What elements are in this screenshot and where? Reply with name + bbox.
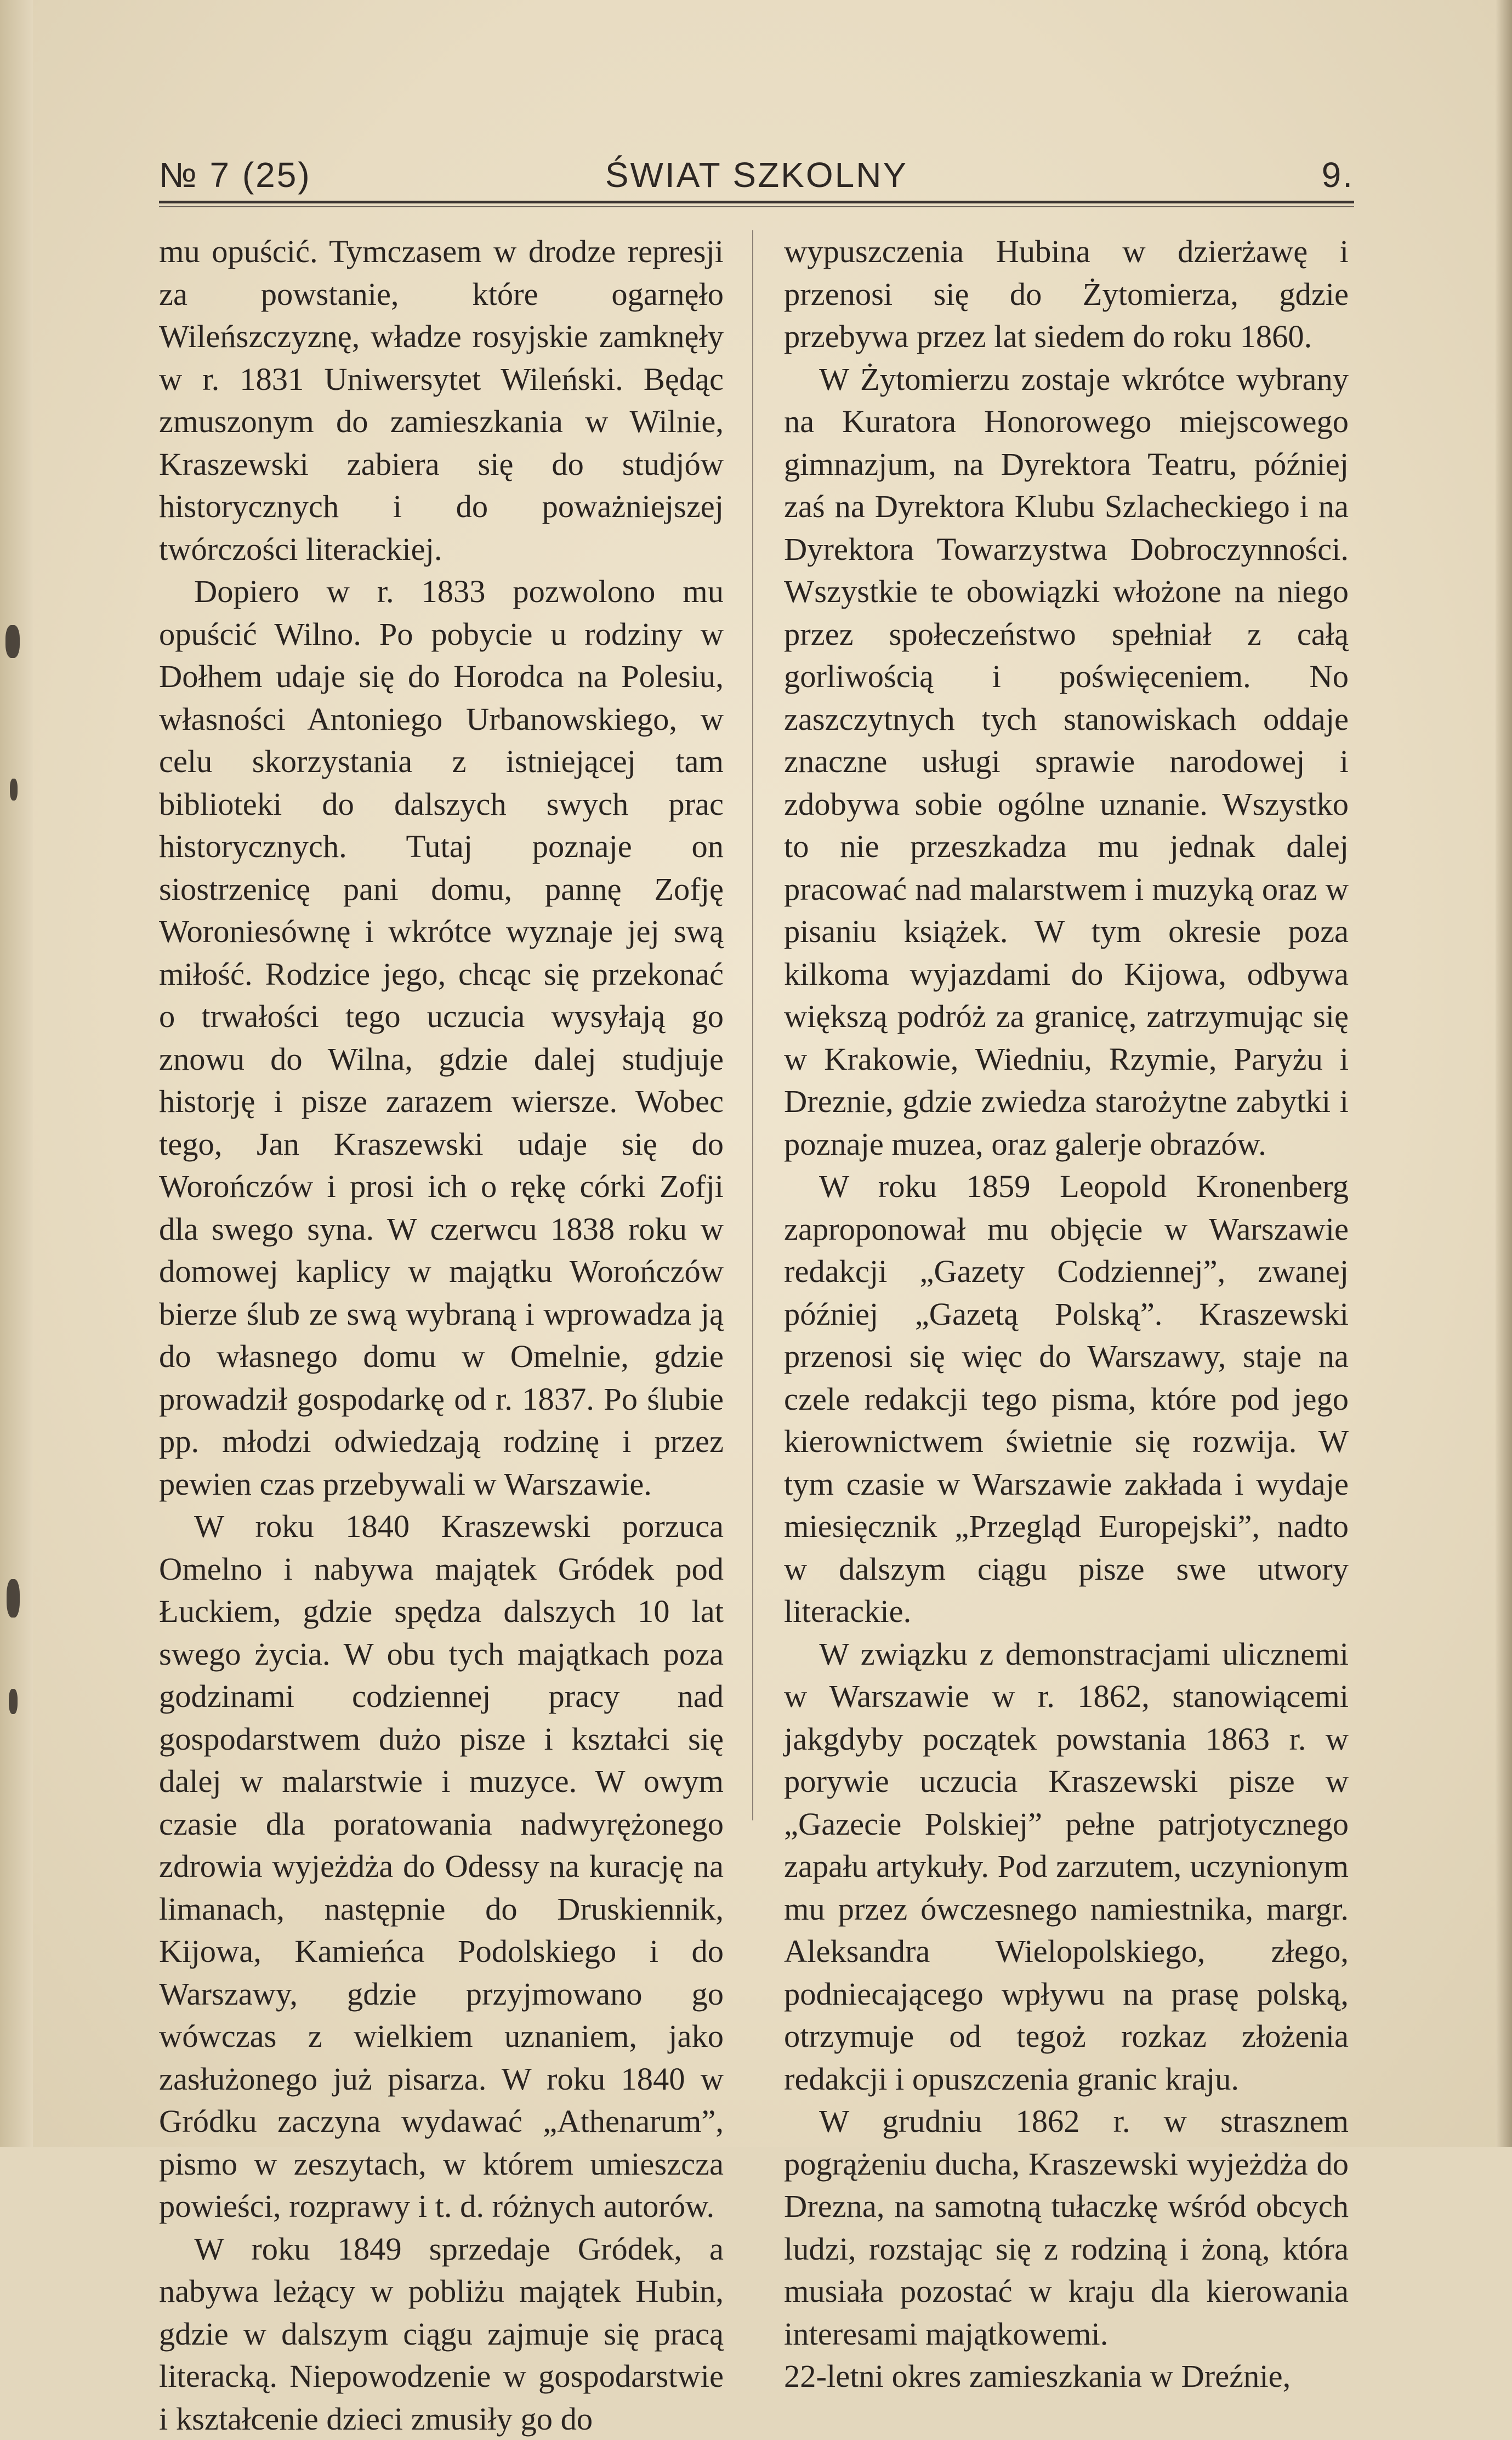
page-edge-right <box>1496 0 1512 2147</box>
running-head <box>159 137 1354 203</box>
page-edge-left <box>0 0 33 2147</box>
paragraph: W roku 1849 sprzedaje Gródek, a nabywa leżący w pobliżu majątek Hubin, gdzie w dalszym ciągu zajmuje się pracą literacką. Niepowodzenie w gospodarstwie i kształcenie dzieci zmusiły go do <box>159 2228 724 2440</box>
paragraph: W Żytomierzu zostaje wkrótce wybrany na Kuratora Honorowego miejscowego gimnazjum, na Dyrektora Teatru, później zaś na Dyrektora Klubu Szlacheckiego i na Dyrektora Towarzystwa Dobroczynności. Wszystkie te obowiązki włożone na niego przez społeczeństwo spełniał z całą gorliwością i poświęceniem. No zaszczytnych tych stanowiskach oddaje znaczne usługi sprawie narodowej i zdobywa sobie ogólne uznanie. Wszystko to nie przeszkadza mu jednak dalej pracować nad malarstwem i muzyką oraz w pisaniu książek. W tym okresie poza kilkoma wyjazdami do Kijowa, odbywa większą podróż za granicę, zatrzymując się w Krakowie, Wiedniu, Rzymie, Paryżu i Dreznie, gdzie zwiedza starożytne zabytki i poznaje muzea, oraz galerje obrazów. <box>784 358 1349 1166</box>
paragraph: W roku 1840 Kraszewski porzuca Omelno i nabywa majątek Gródek pod Łuckiem, gdzie spędza dalszych 10 lat swego życia. W obu tych majątkach poza godzinami codziennej pracy nad gospodarstwem dużo pisze i kształci się dalej w malarstwie i muzyce. W owym czasie dla poratowania nadwyrężonego zdrowia wyjeżdża do Odessy na kurację na limanach, następnie do Druskiennik, Kijowa, Kamieńca Podolskiego i do Warszawy, gdzie przyjmowano go wówczas z wielkiem uznaniem, jako zasłużonego już pisarza. W roku 1840 w Gródku zaczyna wydawać „Athenarum”, pismo w zeszytach, w którem umieszcza powieści, rozprawy i t. d. różnych autorów. <box>159 1505 724 2228</box>
left-column <box>159 230 724 2440</box>
paragraph: W związku z demonstracjami ulicznemi w Warszawie w r. 1862, stanowiącemi jakgdyby początek powstania 1863 r. w porywie uczucia Kraszewski pisze w „Gazecie Polskiej” pełne patrjotycznego zapału artykuły. Pod zarzutem, uczynionym mu przez ówczesnego namiestnika, margr. Aleksandra Wielopolskiego, złego, podniecającego wpływu na prasę polską, otrzymuje od tegoż rozkaz złożenia redakcji i opuszczenia granic kraju. <box>784 1633 1349 2101</box>
paragraph: mu opuścić. Tymczasem w drodze represji za powstanie, które ogarnęło Wileńszczyznę, władze rosyjskie zamknęły w r. 1831 Uniwersytet Wileński. Będąc zmuszonym do zamieszkania w Wilnie, Kraszewski zabiera się do studjów historycznych i do poważniejszej twórczości literackiej. <box>159 230 724 570</box>
paragraph: W grudniu 1862 r. w strasznem pogrążeniu ducha, Kraszewski wyjeżdża do Drezna, na samotną tułaczkę wśród obcych ludzi, rozstając się z rodziną i żoną, która musiała pozostać w kraju dla kierowania interesami majątkowemi. <box>784 2100 1349 2355</box>
ink-mark <box>10 779 18 801</box>
journal-title: ŚWIAT SZKOLNY <box>605 155 908 195</box>
header-rule <box>159 201 1354 203</box>
right-column <box>784 230 1349 2398</box>
paragraph: Dopiero w r. 1833 pozwolono mu opuścić Wilno. Po pobycie u rodziny w Dołhem udaje się do Horodca na Polesiu, własności Antoniego Urbanowskiego, w celu skorzystania z istniejącej tam biblioteki do dalszych swych prac historycznych. Tutaj poznaje on siostrzenicę pani domu, pannę Zofję Woroniesównę i wkrótce wyznaje jej swą miłość. Rodzice jego, chcąc się przekonać o trwałości tego uczucia wysyłają go znowu do Wilna, gdzie dalej studjuje historję i pisze zarazem wiersze. Wobec tego, Jan Kraszewski udaje się do Worończów i prosi ich o rękę córki Zofji dla swego syna. W czerwcu 1838 roku w domowej kaplicy w majątku Worończów bierze ślub ze swą wybraną i wprowadza ją do własnego domu w Omelnie, gdzie prowadził gospodarkę od r. 1837. Po ślubie pp. młodzi odwiedzają rodzinę i przez pewien czas przebywali w Warszawie. <box>159 570 724 1505</box>
page-number: 9. <box>1322 155 1354 195</box>
ink-mark <box>9 1689 18 1714</box>
column-divider <box>752 230 753 1820</box>
paragraph: wypuszczenia Hubina w dzierżawę i przenosi się do Żytomierza, gdzie przebywa przez lat siedem do roku 1860. <box>784 230 1349 358</box>
ink-mark <box>5 625 20 658</box>
ink-mark <box>7 1579 20 1618</box>
header-rule-thin <box>159 206 1354 207</box>
paragraph: 22-letni okres zamieszkania w Dreźnie, <box>784 2355 1349 2398</box>
paragraph: W roku 1859 Leopold Kronenberg zaproponował mu objęcie w Warszawie redakcji „Gazety Codziennej”, zwanej później „Gazetą Polską”. Kraszewski przenosi się więc do Warszawy, staje na czele redakcji tego pisma, które pod jego kierownictwem świetnie się rozwija. W tym czasie w Warszawie zakłada i wydaje miesięcznik „Przegląd Europejski”, nadto w dalszym ciągu pisze swe utwory literackie. <box>784 1165 1349 1633</box>
issue-number: № 7 (25) <box>159 155 311 195</box>
